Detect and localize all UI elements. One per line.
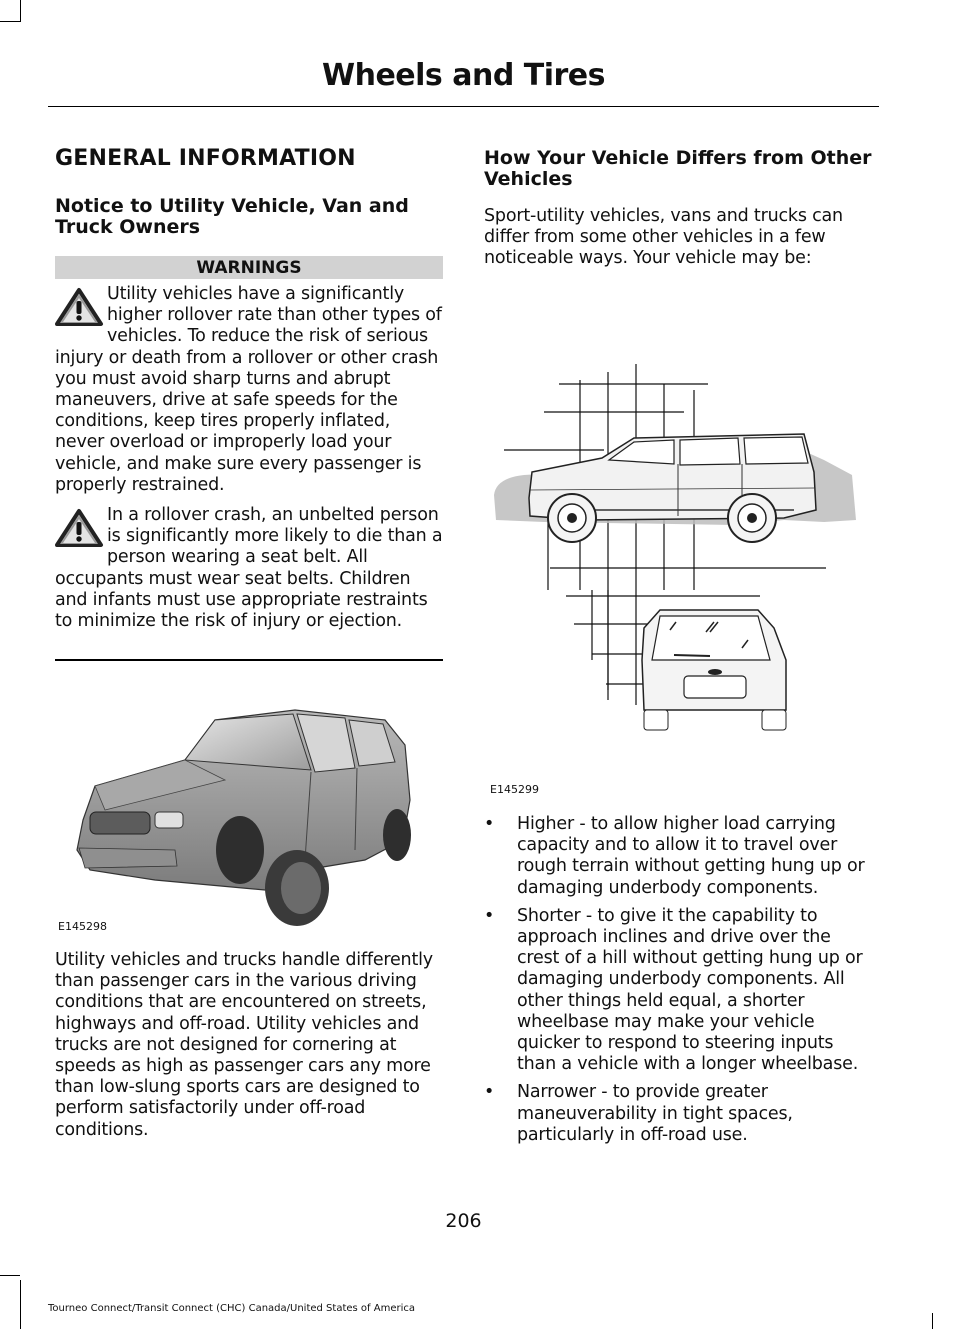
list-item: • Shorter - to give it the capability to approach inclines and drive over the crest of a hill without getting hung up or damaging underbody components. All other things held equal, a shorter wheelbase may make your vehicle quicker to respond to steering inputs than a vehicle with a longer wheelbase. xyxy=(484,905,863,1075)
list-item: • Higher - to allow higher load carrying capacity and to allow it to travel over rough terrain without getting hung up or damaging underbody components. xyxy=(484,814,865,898)
bullet-list xyxy=(484,814,876,1153)
crop-mark xyxy=(20,0,21,22)
warning-text-1 xyxy=(55,284,443,496)
figure-label: E145298 xyxy=(58,920,107,933)
warning-text-2 xyxy=(55,505,443,632)
footer-text: Tourneo Connect/Transit Connect (CHC) Canada/United States of America xyxy=(48,1303,415,1314)
page-number: 206 xyxy=(445,1210,482,1232)
warning-text-2-content: In a rollover crash, an unbelted person is significantly more likely to die than a person wearing a seat belt. All occupants must wear seat belts. Children and infants must use appropriate restraints to minimize the risk of injury or ejection. xyxy=(55,505,443,632)
suv-illustration xyxy=(65,700,435,930)
crop-mark xyxy=(0,21,20,22)
warnings-end-rule xyxy=(55,659,443,661)
intro-paragraph: Sport-utility vehicles, vans and trucks can differ from some other vehicles in a few noticeable ways. Your vehicle may be: xyxy=(484,206,843,269)
subsection-title: How Your Vehicle Differs from Other Vehicles xyxy=(484,147,872,190)
figure-label: E145299 xyxy=(490,783,539,796)
warnings-heading: WARNINGS xyxy=(55,256,443,279)
crop-mark xyxy=(932,1313,933,1329)
list-item: • Narrower - to provide greater maneuverability in tight spaces, particularly in off-road use. xyxy=(484,1082,793,1145)
crop-mark xyxy=(0,1275,20,1276)
section-title: GENERAL INFORMATION xyxy=(55,146,356,171)
vehicle-comparison-diagram xyxy=(484,360,864,740)
warning-triangle-icon xyxy=(55,284,107,344)
crop-mark xyxy=(20,1280,21,1329)
warning-triangle-icon xyxy=(55,505,107,565)
subsection-title: Notice to Utility Vehicle, Van and Truck Owners xyxy=(55,195,409,238)
header-rule xyxy=(48,106,879,107)
page-header-title: Wheels and Tires xyxy=(322,58,605,93)
warning-text-1-content: Utility vehicles have a significantly higher rollover rate than other types of vehicles. To reduce the risk of serious injury or death from a rollover or other crash you must avoid sharp turns and abrupt maneuvers, drive at safe speeds for the conditions, keep tires properly inflated, never overload or improperly load your vehicle, and make sure every passenger is properly restrained. xyxy=(55,284,442,495)
body-paragraph: Utility vehicles and trucks handle differently than passenger cars in the various driving conditions that are encountered on streets, highways and off-road. Utility vehicles and trucks are not designed for cornering at speeds as high as passenger cars any more than low-slung sports cars are designed to perform satisfactorily under off-road conditions. xyxy=(55,950,433,1140)
